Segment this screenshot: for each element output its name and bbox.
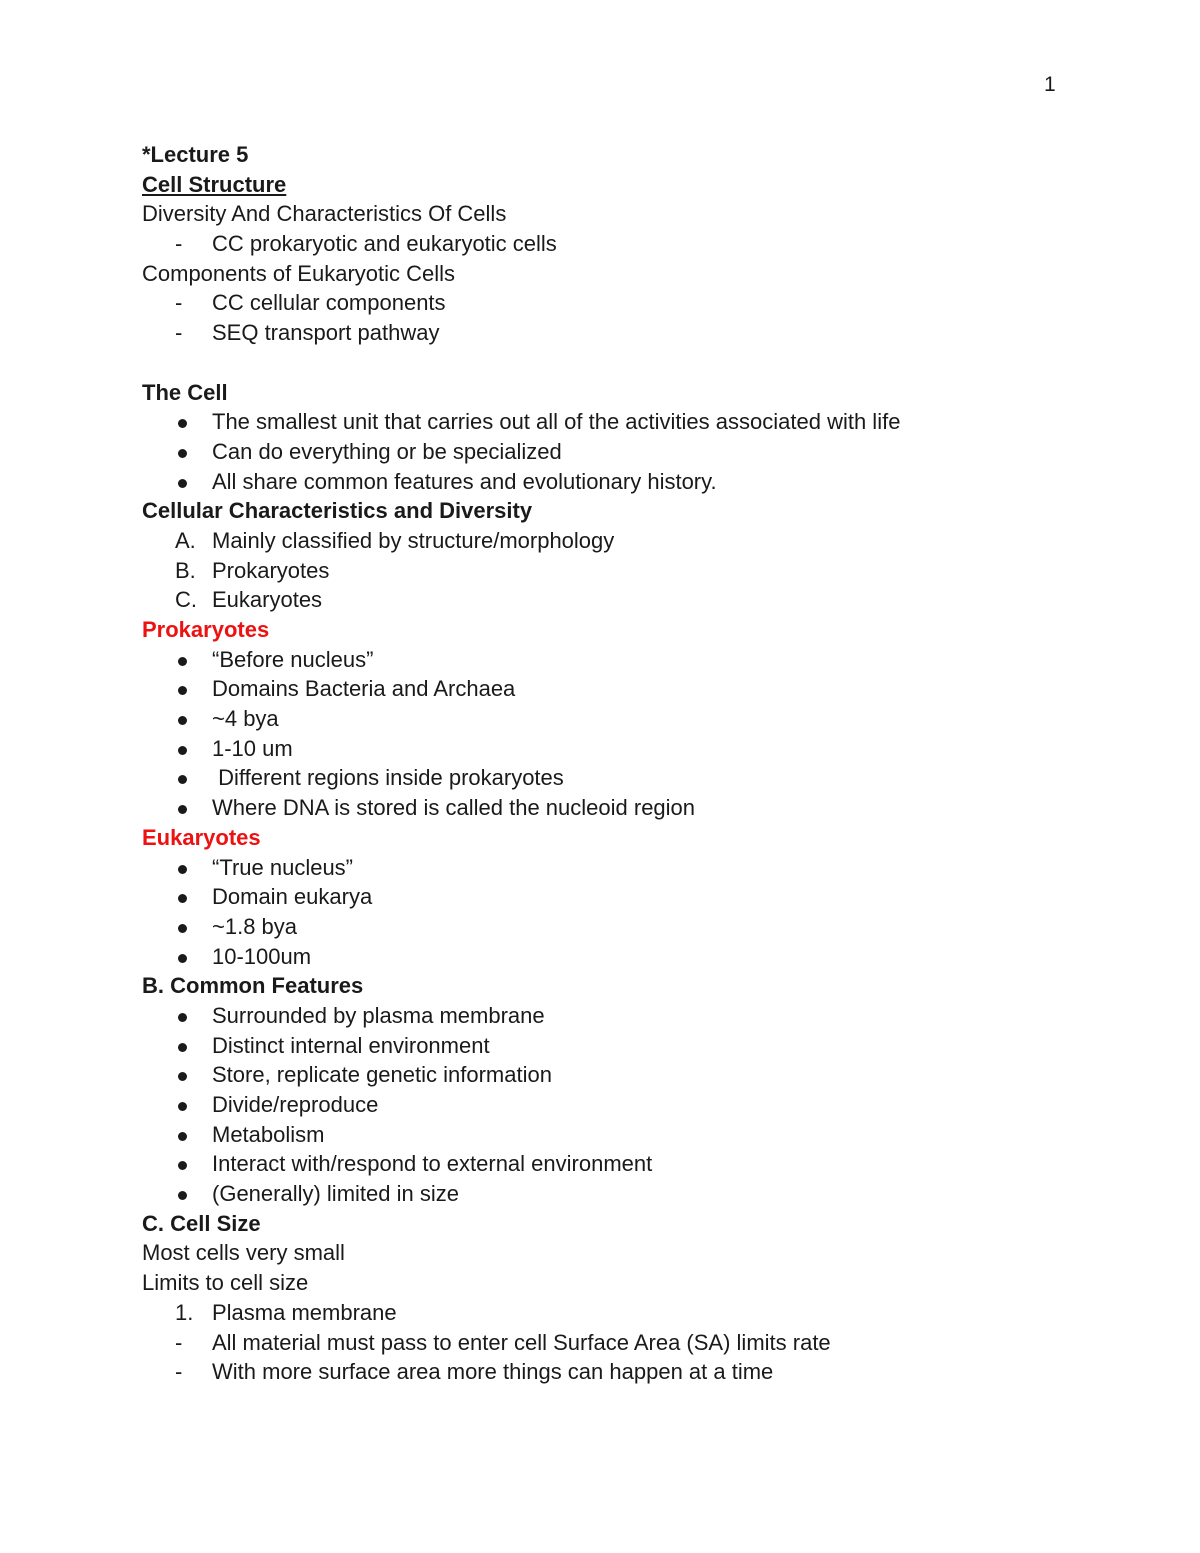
bullet-text: Store, replicate genetic information xyxy=(212,1062,552,1088)
bullet-text: Domain eukarya xyxy=(212,884,373,910)
bullet-icon xyxy=(178,1161,187,1170)
bullet-item xyxy=(142,645,1102,675)
bullet-icon xyxy=(178,805,187,814)
lecture-title: *Lecture 5 xyxy=(142,142,249,167)
number-marker: 1. xyxy=(175,1299,194,1325)
cell-size-heading: C. Cell Size xyxy=(142,1210,261,1236)
bullet-text: 10-100um xyxy=(212,943,312,969)
cell-size-line: Limits to cell size xyxy=(142,1270,309,1296)
bullet-item xyxy=(142,882,1102,912)
bullet-item xyxy=(142,734,1102,764)
bullet-item xyxy=(142,912,1102,942)
bullet-text: All share common features and evolutionary history. xyxy=(212,468,717,494)
lettered-item xyxy=(142,526,1102,556)
bullet-item xyxy=(142,1001,1102,1031)
bullet-item xyxy=(142,1179,1102,1209)
lettered-item xyxy=(142,556,1102,586)
document-title: Cell Structure xyxy=(142,171,287,197)
lettered-item xyxy=(142,585,1102,615)
bullet-icon xyxy=(178,894,187,903)
bullet-icon xyxy=(178,657,187,666)
bullet-text: Interact with/respond to external environment xyxy=(212,1151,653,1177)
dash-item xyxy=(142,1328,1102,1358)
letter-marker: A. xyxy=(175,527,196,553)
bullet-item xyxy=(142,467,1102,497)
bullet-text: Can do everything or be specialized xyxy=(212,438,562,464)
bullet-text: Metabolism xyxy=(212,1121,325,1147)
bullet-item xyxy=(142,704,1102,734)
characteristics-heading: Cellular Characteristics and Diversity xyxy=(142,498,533,524)
bullet-icon xyxy=(178,1102,187,1111)
bullet-text: (Generally) limited in size xyxy=(212,1181,459,1207)
lettered-item-text: Eukaryotes xyxy=(212,587,323,613)
dash-marker: - xyxy=(175,231,183,257)
bullet-icon xyxy=(178,746,187,755)
dash-marker: - xyxy=(175,320,183,346)
bullet-text: Where DNA is stored is called the nucleoid region xyxy=(212,795,696,821)
bullet-text: “True nucleus” xyxy=(212,854,354,880)
bullet-icon xyxy=(178,865,187,874)
bullet-item xyxy=(142,1149,1102,1179)
cell-size-line: Most cells very small xyxy=(142,1240,345,1266)
bullet-icon xyxy=(178,1072,187,1081)
bullet-item xyxy=(142,1120,1102,1150)
bullet-icon xyxy=(178,479,187,488)
outline-item xyxy=(142,229,1102,259)
dash-item-text: All material must pass to enter cell Surface Area (SA) limits rate xyxy=(212,1329,831,1355)
outline-item-text: CC cellular components xyxy=(212,290,446,316)
document-body xyxy=(142,140,1102,1387)
outline-item xyxy=(142,288,1102,318)
bullet-text: Domains Bacteria and Archaea xyxy=(212,676,516,702)
outline-item-text: SEQ transport pathway xyxy=(212,320,440,346)
dash-marker: - xyxy=(175,1329,183,1355)
bullet-icon xyxy=(178,1013,187,1022)
bullet-text: Divide/reproduce xyxy=(212,1092,379,1117)
bullet-text: Distinct internal environment xyxy=(212,1032,490,1058)
outline-item xyxy=(142,318,1102,348)
bullet-icon xyxy=(178,1191,187,1200)
bullet-item xyxy=(142,853,1102,883)
dash-marker: - xyxy=(175,290,183,316)
bullet-icon xyxy=(178,954,187,963)
spacer xyxy=(142,348,1102,378)
bullet-item xyxy=(142,674,1102,704)
bullet-item xyxy=(142,437,1102,467)
bullet-icon xyxy=(178,775,187,784)
bullet-item xyxy=(142,942,1102,972)
numbered-item-text: Plasma membrane xyxy=(212,1299,397,1325)
bullet-item xyxy=(142,1031,1102,1061)
outline-section-1: Diversity And Characteristics Of Cells xyxy=(142,201,507,227)
common-features-heading: B. Common Features xyxy=(142,973,364,999)
bullet-item xyxy=(142,763,1102,793)
bullet-item xyxy=(142,793,1102,823)
lettered-item-text: Prokaryotes xyxy=(212,557,330,583)
prokaryotes-heading: Prokaryotes xyxy=(142,617,270,642)
outline-section-2: Components of Eukaryotic Cells xyxy=(142,260,456,286)
bullet-icon xyxy=(178,419,187,428)
bullet-text: ~4 bya xyxy=(212,706,279,732)
the-cell-heading: The Cell xyxy=(142,379,228,405)
bullet-icon xyxy=(178,686,187,695)
bullet-item xyxy=(142,1060,1102,1090)
bullet-item xyxy=(142,407,1102,437)
bullet-text: “Before nucleus” xyxy=(212,646,374,672)
dash-item xyxy=(142,1357,1102,1387)
bullet-text: 1-10 um xyxy=(212,735,293,761)
outline-item-text: CC prokaryotic and eukaryotic cells xyxy=(212,231,557,257)
bullet-icon xyxy=(178,1132,187,1141)
bullet-text: Different regions inside prokaryotes xyxy=(212,765,564,791)
bullet-icon xyxy=(178,449,187,458)
letter-marker: C. xyxy=(175,587,197,613)
lettered-item-text: Mainly classified by structure/morphology xyxy=(212,527,615,553)
bullet-icon xyxy=(178,1043,187,1052)
dash-marker: - xyxy=(175,1359,183,1385)
bullet-text: The smallest unit that carries out all of the activities associated with life xyxy=(212,409,901,435)
page-number: 1 xyxy=(1044,73,1056,96)
dash-item-text: With more surface area more things can happen at a time xyxy=(212,1359,774,1385)
bullet-text: Surrounded by plasma membrane xyxy=(212,1002,545,1028)
bullet-text: ~1.8 bya xyxy=(212,913,298,939)
bullet-item xyxy=(142,1090,1102,1120)
numbered-item xyxy=(142,1298,1102,1328)
letter-marker: B. xyxy=(175,557,196,583)
bullet-icon xyxy=(178,924,187,933)
bullet-icon xyxy=(178,716,187,725)
eukaryotes-heading: Eukaryotes xyxy=(142,824,261,850)
